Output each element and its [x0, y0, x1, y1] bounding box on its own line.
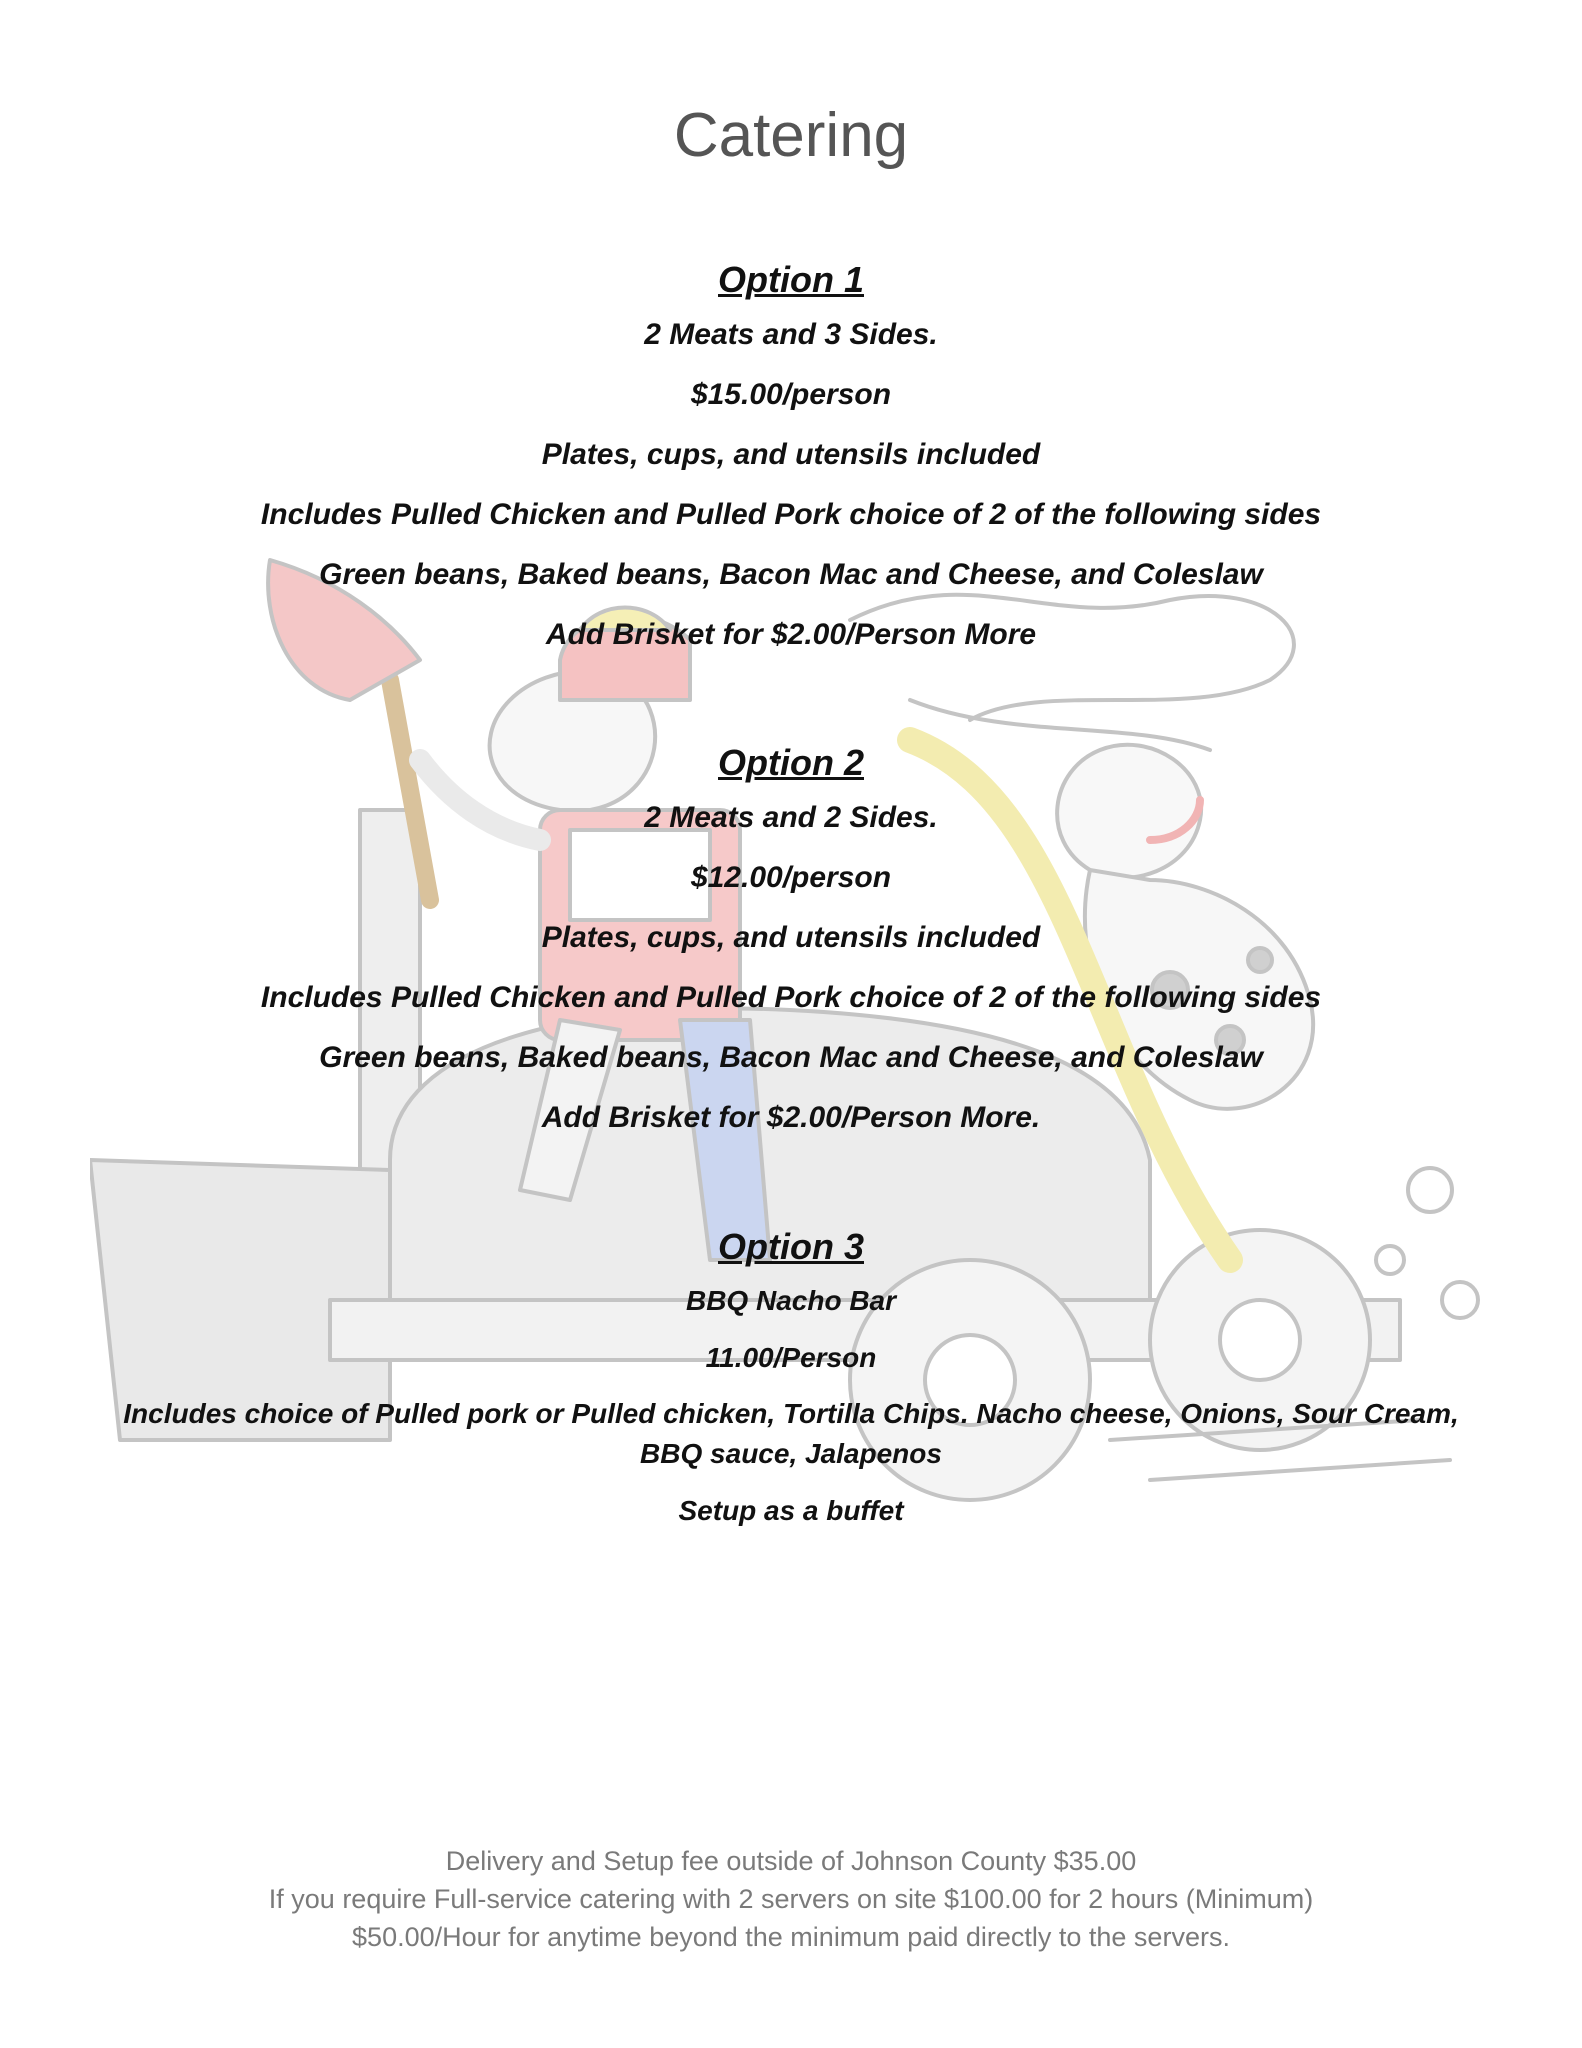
option-line: 2 Meats and 2 Sides.: [644, 801, 938, 834]
option-line: Plates, cups, and utensils included: [541, 438, 1041, 471]
option-line: Green beans, Baked beans, Bacon Mac and Cheese, and Coleslaw: [319, 558, 1263, 591]
option-price: $15.00/person: [690, 378, 892, 411]
option-heading: Option 2: [718, 742, 864, 783]
option-line: Green beans, Baked beans, Bacon Mac and Cheese, and Coleslaw: [319, 1041, 1263, 1074]
option-heading: Option 3: [718, 1226, 864, 1267]
option-line: Plates, cups, and utensils included: [541, 921, 1041, 954]
option-line: Includes choice of Pulled pork or Pulled chicken, Tortilla Chips. Nacho cheese, Onions, Sour Cream, BBQ sauce, Jalapenos: [123, 1398, 1459, 1469]
footer-line: Delivery and Setup fee outside of Johnson County $35.00: [445, 1846, 1137, 1876]
footer-line: If you require Full-service catering with 2 servers on site $100.00 for 2 hours (Minimum): [268, 1884, 1314, 1914]
footer-notes: [0, 1842, 1582, 1956]
option-line: Add Brisket for $2.00/Person More: [545, 618, 1037, 651]
option-1-section: [0, 255, 1582, 665]
option-line: Includes Pulled Chicken and Pulled Pork choice of 2 of the following sides: [260, 498, 1322, 531]
option-3-section: [0, 1222, 1582, 1539]
footer-line: $50.00/Hour for anytime beyond the minimum paid directly to the servers.: [352, 1922, 1230, 1952]
option-2-section: [0, 738, 1582, 1148]
option-heading: Option 1: [718, 259, 864, 300]
option-line: 2 Meats and 3 Sides.: [644, 318, 938, 351]
option-line: Setup as a buffet: [678, 1495, 904, 1526]
option-line: Includes Pulled Chicken and Pulled Pork choice of 2 of the following sides: [260, 981, 1322, 1014]
page-title: Catering: [673, 101, 909, 170]
option-line: Add Brisket for $2.00/Person More.: [541, 1101, 1041, 1134]
option-price: 11.00/Person: [705, 1342, 877, 1373]
option-line: BBQ Nacho Bar: [685, 1285, 897, 1316]
option-price: $12.00/person: [690, 861, 892, 894]
